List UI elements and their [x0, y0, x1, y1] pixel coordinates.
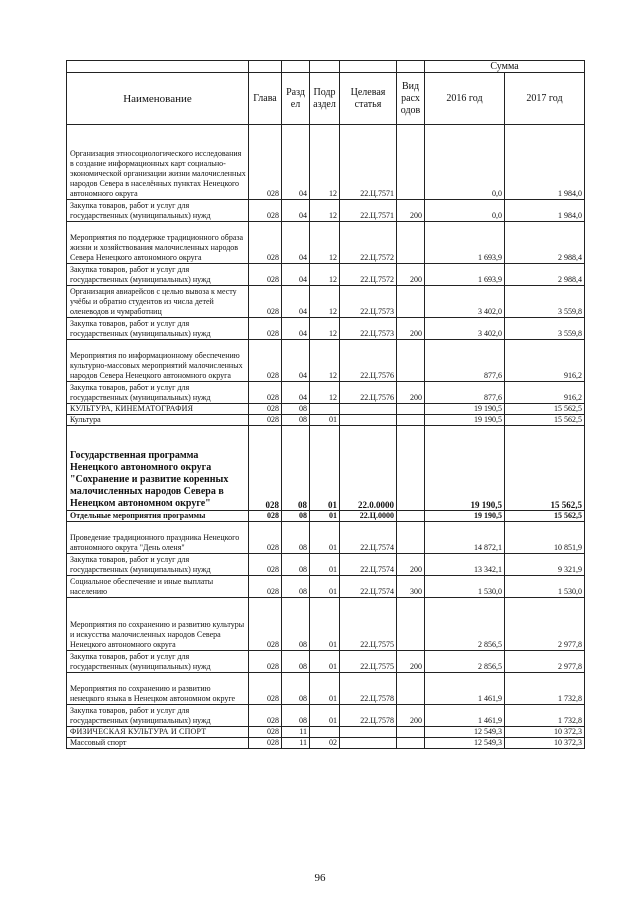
row-glava: 028 — [249, 705, 282, 727]
header-name: Наименование — [67, 73, 249, 125]
budget-sheet — [66, 60, 584, 749]
row-name: Отдельные мероприятия программы — [67, 511, 249, 522]
row-article: 22.Ц.7573 — [340, 286, 397, 318]
row-sum-2017: 2 977,8 — [505, 651, 585, 673]
row-name: Закупка товаров, работ и услуг для государственных (муниципальных) нужд — [67, 554, 249, 576]
row-expense-type — [397, 404, 425, 415]
header-2016: 2016 год — [425, 73, 505, 125]
row-glava: 028 — [249, 511, 282, 522]
row-expense-type — [397, 415, 425, 426]
row-article: 22.Ц.7574 — [340, 554, 397, 576]
row-razdel: 11 — [282, 738, 310, 749]
row-article: 22.Ц.7572 — [340, 222, 397, 264]
row-sum-2016: 0,0 — [425, 200, 505, 222]
row-razdel: 04 — [282, 200, 310, 222]
row-podrazdel: 12 — [310, 264, 340, 286]
table-row — [67, 598, 585, 651]
row-article: 22.Ц.7574 — [340, 576, 397, 598]
row-podrazdel: 01 — [310, 522, 340, 554]
row-expense-type — [397, 673, 425, 705]
row-razdel: 08 — [282, 651, 310, 673]
row-glava: 028 — [249, 673, 282, 705]
row-article: 22.Ц.7574 — [340, 522, 397, 554]
row-article: 22.Ц.7576 — [340, 340, 397, 382]
row-sum-2017: 916,2 — [505, 340, 585, 382]
row-expense-type — [397, 522, 425, 554]
row-glava: 028 — [249, 382, 282, 404]
row-name: Мероприятия по поддержке традиционного образа жизни и хозяйствования малочисленных народов Севера Ненецкого автономного округа — [67, 222, 249, 264]
row-sum-2016: 1 461,9 — [425, 705, 505, 727]
row-expense-type: 200 — [397, 554, 425, 576]
row-podrazdel: 01 — [310, 554, 340, 576]
row-article: 22.Ц.7572 — [340, 264, 397, 286]
row-article — [340, 415, 397, 426]
header-row-top — [67, 61, 585, 73]
row-podrazdel: 12 — [310, 318, 340, 340]
row-expense-type — [397, 511, 425, 522]
row-podrazdel — [310, 404, 340, 415]
table-row — [67, 511, 585, 522]
row-podrazdel: 01 — [310, 651, 340, 673]
row-article: 22.Ц.7578 — [340, 705, 397, 727]
row-sum-2017: 1 732,8 — [505, 673, 585, 705]
table-row — [67, 576, 585, 598]
row-sum-2016: 1 461,9 — [425, 673, 505, 705]
row-razdel: 08 — [282, 404, 310, 415]
row-name: Массовый спорт — [67, 738, 249, 749]
row-article: 22.Ц.7571 — [340, 125, 397, 200]
header-article: Целевая статья — [340, 73, 397, 125]
table-body — [67, 61, 585, 749]
row-expense-type — [397, 738, 425, 749]
row-sum-2017: 15 562,5 — [505, 415, 585, 426]
table-row — [67, 415, 585, 426]
row-sum-2016: 19 190,5 — [425, 404, 505, 415]
row-podrazdel: 12 — [310, 286, 340, 318]
row-expense-type — [397, 286, 425, 318]
row-glava: 028 — [249, 738, 282, 749]
row-sum-2016: 12 549,3 — [425, 727, 505, 738]
row-sum-2017: 916,2 — [505, 382, 585, 404]
table-row — [67, 264, 585, 286]
row-article: 22.0.0000 — [340, 426, 397, 511]
row-razdel: 08 — [282, 511, 310, 522]
row-name: КУЛЬТУРА, КИНЕМАТОГРАФИЯ — [67, 404, 249, 415]
row-name: Закупка товаров, работ и услуг для государственных (муниципальных) нужд — [67, 651, 249, 673]
row-razdel: 08 — [282, 415, 310, 426]
row-razdel: 08 — [282, 673, 310, 705]
row-sum-2016: 12 549,3 — [425, 738, 505, 749]
row-sum-2016: 2 856,5 — [425, 598, 505, 651]
row-name: Организация этносоциологического исследования в создание информационных карт социально-экономической организации жизни малочисленных народов Севера в населённых пунктах Ненецкого автономного округа — [67, 125, 249, 200]
row-sum-2017: 1 732,8 — [505, 705, 585, 727]
table-row — [67, 318, 585, 340]
table-row — [67, 522, 585, 554]
row-sum-2017: 9 321,9 — [505, 554, 585, 576]
table-row — [67, 554, 585, 576]
table-row — [67, 727, 585, 738]
row-glava: 028 — [249, 264, 282, 286]
row-sum-2017: 3 559,8 — [505, 318, 585, 340]
row-sum-2017: 10 372,3 — [505, 727, 585, 738]
table-row — [67, 651, 585, 673]
row-glava: 028 — [249, 318, 282, 340]
row-expense-type: 200 — [397, 382, 425, 404]
row-razdel: 08 — [282, 598, 310, 651]
header-glava: Глава — [249, 73, 282, 125]
row-sum-2017: 10 372,3 — [505, 738, 585, 749]
row-podrazdel — [310, 727, 340, 738]
table-row — [67, 404, 585, 415]
row-podrazdel: 01 — [310, 415, 340, 426]
row-expense-type — [397, 598, 425, 651]
header-razdel: Разд ел — [282, 73, 310, 125]
row-sum-2016: 1 693,9 — [425, 222, 505, 264]
row-sum-2016: 1 693,9 — [425, 264, 505, 286]
row-sum-2017: 1 530,0 — [505, 576, 585, 598]
row-glava: 028 — [249, 651, 282, 673]
row-sum-2017: 2 988,4 — [505, 222, 585, 264]
row-glava: 028 — [249, 426, 282, 511]
row-podrazdel: 12 — [310, 382, 340, 404]
row-sum-2016: 0,0 — [425, 125, 505, 200]
row-razdel: 08 — [282, 576, 310, 598]
row-expense-type — [397, 426, 425, 511]
row-podrazdel: 12 — [310, 125, 340, 200]
page-number: 96 — [314, 872, 326, 884]
header-type: Вид расх одов — [397, 73, 425, 125]
row-glava: 028 — [249, 727, 282, 738]
row-name: Мероприятия по информационному обеспечению культурно-массовых мероприятий малочисленных народов Севера Ненецкого автономного округа — [67, 340, 249, 382]
row-razdel: 04 — [282, 318, 310, 340]
row-sum-2016: 1 530,0 — [425, 576, 505, 598]
row-article — [340, 404, 397, 415]
row-glava: 028 — [249, 598, 282, 651]
budget-table — [66, 60, 585, 749]
row-razdel: 08 — [282, 554, 310, 576]
row-article: 22.Ц.0000 — [340, 511, 397, 522]
row-name: Закупка товаров, работ и услуг для государственных (муниципальных) нужд — [67, 318, 249, 340]
row-expense-type: 200 — [397, 200, 425, 222]
row-podrazdel: 01 — [310, 576, 340, 598]
row-sum-2016: 3 402,0 — [425, 286, 505, 318]
row-sum-2016: 877,6 — [425, 382, 505, 404]
row-razdel: 04 — [282, 264, 310, 286]
row-podrazdel: 01 — [310, 705, 340, 727]
row-razdel: 04 — [282, 125, 310, 200]
row-razdel: 04 — [282, 222, 310, 264]
row-name: Социальное обеспечение и иные выплаты населению — [67, 576, 249, 598]
row-name: Мероприятия по сохранению и развитию ненецкого языка в Ненецком автономном округе — [67, 673, 249, 705]
row-razdel: 04 — [282, 340, 310, 382]
row-article: 22.Ц.7573 — [340, 318, 397, 340]
row-sum-2017: 10 851,9 — [505, 522, 585, 554]
row-razdel: 08 — [282, 705, 310, 727]
row-expense-type — [397, 125, 425, 200]
row-glava: 028 — [249, 404, 282, 415]
row-sum-2017: 1 984,0 — [505, 125, 585, 200]
row-name: Организация авиарейсов с целью вывоза к месту учёбы и обратно студентов из числа детей оленеводов и чумработниц — [67, 286, 249, 318]
row-sum-2016: 19 190,5 — [425, 511, 505, 522]
row-name: Государственная программа Ненецкого автономного округа "Сохранение и развитие коренных малочисленных народов Севера в Ненецком автономном округе" — [67, 426, 249, 511]
row-expense-type: 300 — [397, 576, 425, 598]
header-2017: 2017 год — [505, 73, 585, 125]
row-sum-2017: 15 562,5 — [505, 404, 585, 415]
row-sum-2017: 2 977,8 — [505, 598, 585, 651]
row-expense-type — [397, 340, 425, 382]
row-glava: 028 — [249, 415, 282, 426]
row-razdel: 11 — [282, 727, 310, 738]
row-razdel: 08 — [282, 426, 310, 511]
row-name: Закупка товаров, работ и услуг для государственных (муниципальных) нужд — [67, 705, 249, 727]
table-row — [67, 705, 585, 727]
row-razdel: 04 — [282, 286, 310, 318]
sum-header: Сумма — [425, 61, 585, 73]
row-expense-type: 200 — [397, 264, 425, 286]
row-expense-type: 200 — [397, 651, 425, 673]
row-glava: 028 — [249, 340, 282, 382]
row-expense-type — [397, 727, 425, 738]
row-article: 22.Ц.7575 — [340, 651, 397, 673]
row-name: Мероприятия по сохранению и развитию культуры и искусства малочисленных народов Севера Ненецкого автономного округа — [67, 598, 249, 651]
row-glava: 028 — [249, 125, 282, 200]
row-expense-type: 200 — [397, 318, 425, 340]
row-glava: 028 — [249, 200, 282, 222]
row-name: Закупка товаров, работ и услуг для государственных (муниципальных) нужд — [67, 382, 249, 404]
row-article: 22.Ц.7575 — [340, 598, 397, 651]
row-name: Проведение традиционного праздника Ненецкого автономного округа "День оленя" — [67, 522, 249, 554]
row-sum-2017: 1 984,0 — [505, 200, 585, 222]
row-razdel: 08 — [282, 522, 310, 554]
row-sum-2016: 877,6 — [425, 340, 505, 382]
row-sum-2016: 14 872,1 — [425, 522, 505, 554]
row-podrazdel: 01 — [310, 511, 340, 522]
row-sum-2017: 15 562,5 — [505, 511, 585, 522]
row-sum-2016: 2 856,5 — [425, 651, 505, 673]
row-podrazdel: 01 — [310, 673, 340, 705]
table-row — [67, 286, 585, 318]
row-glava: 028 — [249, 286, 282, 318]
row-article: 22.Ц.7578 — [340, 673, 397, 705]
table-row — [67, 200, 585, 222]
table-row — [67, 426, 585, 511]
row-sum-2017: 2 988,4 — [505, 264, 585, 286]
row-article — [340, 738, 397, 749]
row-name: Закупка товаров, работ и услуг для государственных (муниципальных) нужд — [67, 200, 249, 222]
row-glava: 028 — [249, 222, 282, 264]
row-sum-2016: 3 402,0 — [425, 318, 505, 340]
row-glava: 028 — [249, 522, 282, 554]
row-sum-2017: 3 559,8 — [505, 286, 585, 318]
row-expense-type — [397, 222, 425, 264]
row-name: Культура — [67, 415, 249, 426]
row-podrazdel: 12 — [310, 200, 340, 222]
row-article: 22.Ц.7576 — [340, 382, 397, 404]
row-sum-2016: 19 190,5 — [425, 415, 505, 426]
table-row — [67, 125, 585, 200]
row-expense-type: 200 — [397, 705, 425, 727]
row-sum-2016: 13 342,1 — [425, 554, 505, 576]
table-row — [67, 340, 585, 382]
table-row — [67, 222, 585, 264]
row-sum-2017: 15 562,5 — [505, 426, 585, 511]
table-row — [67, 382, 585, 404]
row-name: ФИЗИЧЕСКАЯ КУЛЬТУРА И СПОРТ — [67, 727, 249, 738]
row-name: Закупка товаров, работ и услуг для государственных (муниципальных) нужд — [67, 264, 249, 286]
header-row — [67, 73, 585, 125]
row-sum-2016: 19 190,5 — [425, 426, 505, 511]
row-razdel: 04 — [282, 382, 310, 404]
header-podrazdel: Подр аздел — [310, 73, 340, 125]
row-glava: 028 — [249, 554, 282, 576]
row-article — [340, 727, 397, 738]
row-podrazdel: 01 — [310, 426, 340, 511]
row-article: 22.Ц.7571 — [340, 200, 397, 222]
row-podrazdel: 01 — [310, 598, 340, 651]
table-row — [67, 738, 585, 749]
row-podrazdel: 12 — [310, 222, 340, 264]
row-podrazdel: 02 — [310, 738, 340, 749]
row-glava: 028 — [249, 576, 282, 598]
table-row — [67, 673, 585, 705]
row-podrazdel: 12 — [310, 340, 340, 382]
